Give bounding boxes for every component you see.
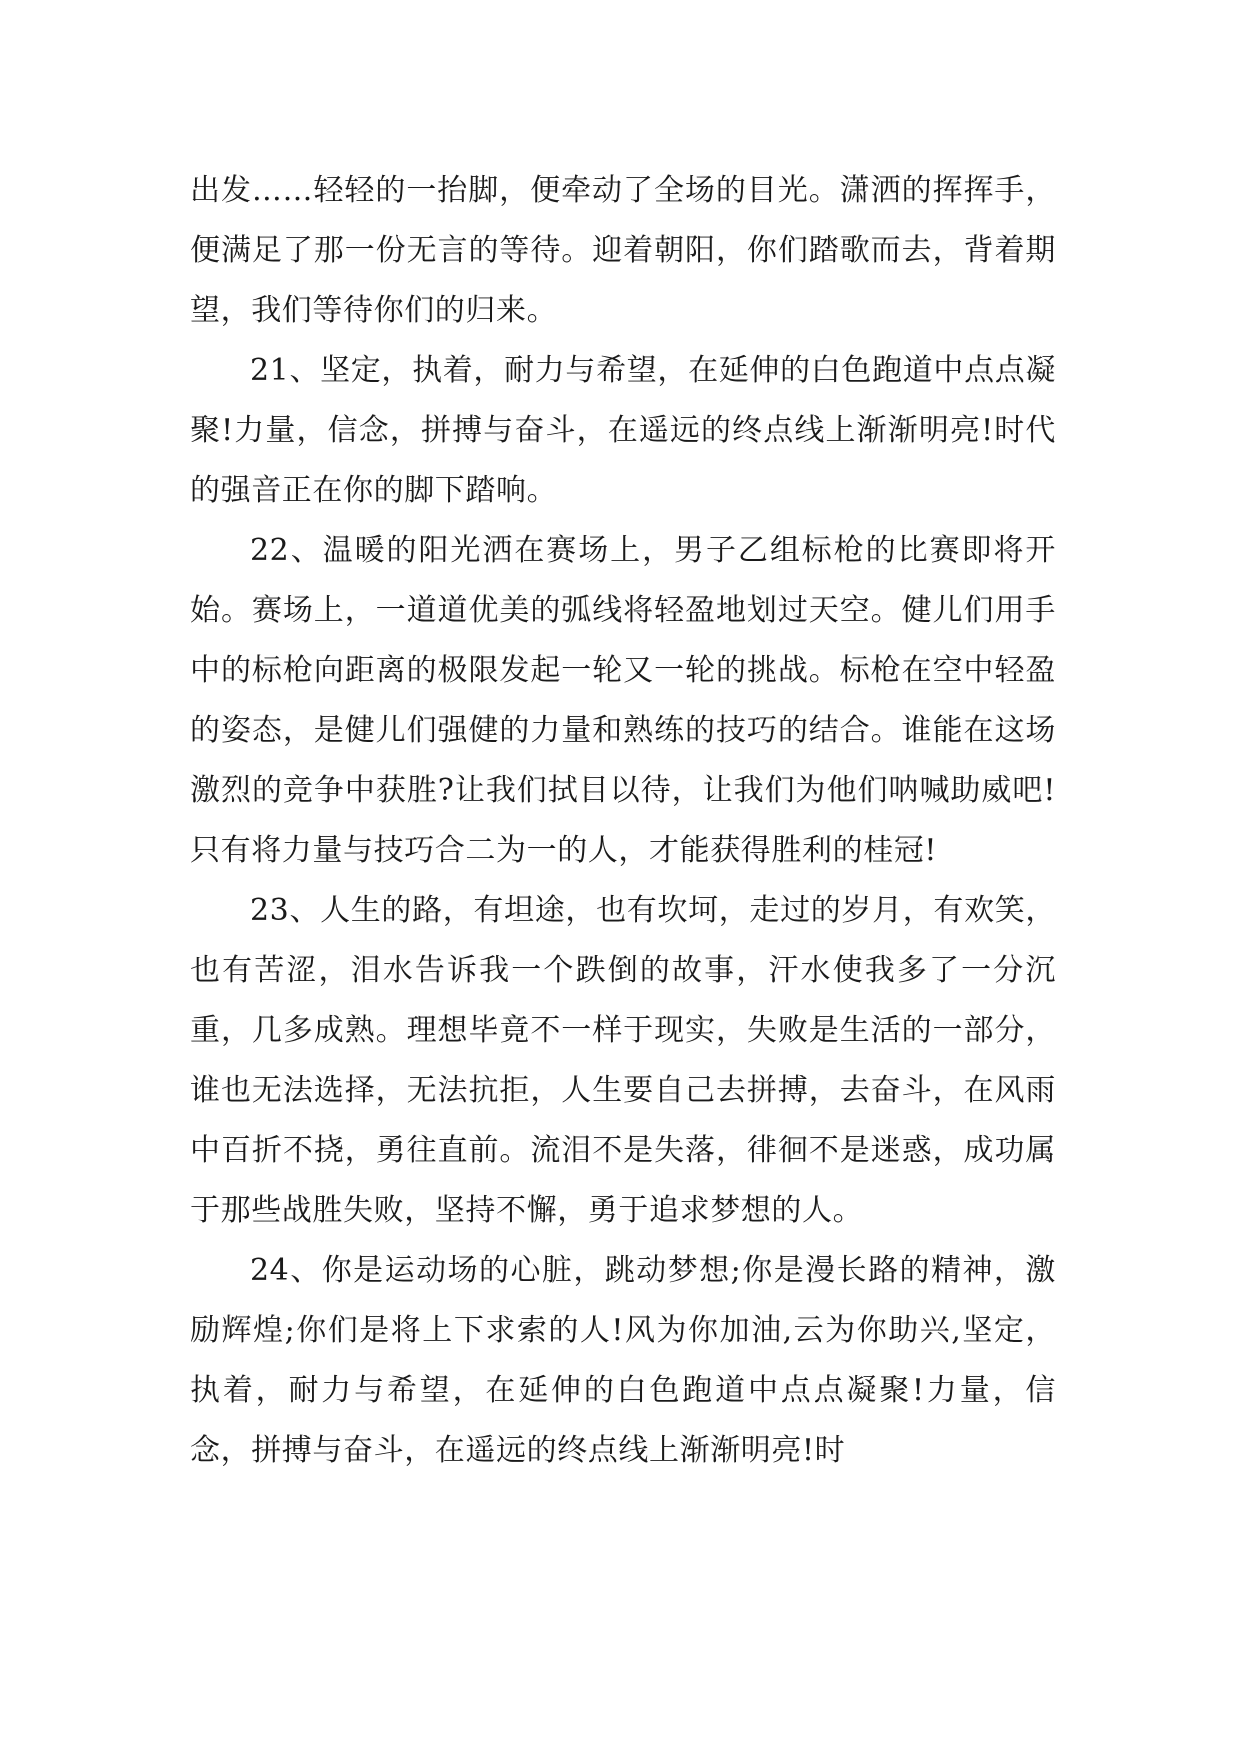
paragraph-22: 22、温暖的阳光洒在赛场上，男子乙组标枪的比赛即将开始。赛场上，一道道优美的弧线将轻盈地划过天空。健儿们用手中的标枪向距离的极限发起一轮又一轮的挑战。标枪在空中轻盈的姿态，是健儿们强健的力量和熟练的技巧的结合。谁能在这场激烈的竞争中获胜?让我们拭目以待，让我们为他们呐喊助威吧!只有将力量与技巧合二为一的人，才能获得胜利的桂冠! [190, 533, 1056, 868]
paragraph-21: 21、坚定，执着，耐力与希望，在延伸的白色跑道中点点凝聚!力量，信念，拼搏与奋斗，在遥远的终点线上渐渐明亮!时代的强音正在你的脚下踏响。 [190, 353, 1056, 508]
document-body [190, 161, 1056, 1481]
paragraph-24: 24、你是运动场的心脏，跳动梦想;你是漫长路的精神，激励辉煌;你们是将上下求索的人!风为你加油,云为你助兴,坚定，执着，耐力与希望，在延伸的白色跑道中点点凝聚!力量，信念，拼搏与奋斗，在遥远的终点线上渐渐明亮!时 [190, 1253, 1056, 1468]
paragraph-23: 23、人生的路，有坦途，也有坎坷，走过的岁月，有欢笑，也有苦涩，泪水告诉我一个跌倒的故事，汗水使我多了一分沉重，几多成熟。理想毕竟不一样于现实，失败是生活的一部分，谁也无法选择，无法抗拒，人生要自己去拼搏，去奋斗，在风雨中百折不挠，勇往直前。流泪不是失落，徘徊不是迷惑，成功属于那些战胜失败，坚持不懈，勇于追求梦想的人。 [190, 893, 1056, 1228]
paragraph-intro: 出发……轻轻的一抬脚，便牵动了全场的目光。潇洒的挥挥手，便满足了那一份无言的等待。迎着朝阳，你们踏歌而去，背着期望，我们等待你们的归来。 [190, 173, 1056, 328]
